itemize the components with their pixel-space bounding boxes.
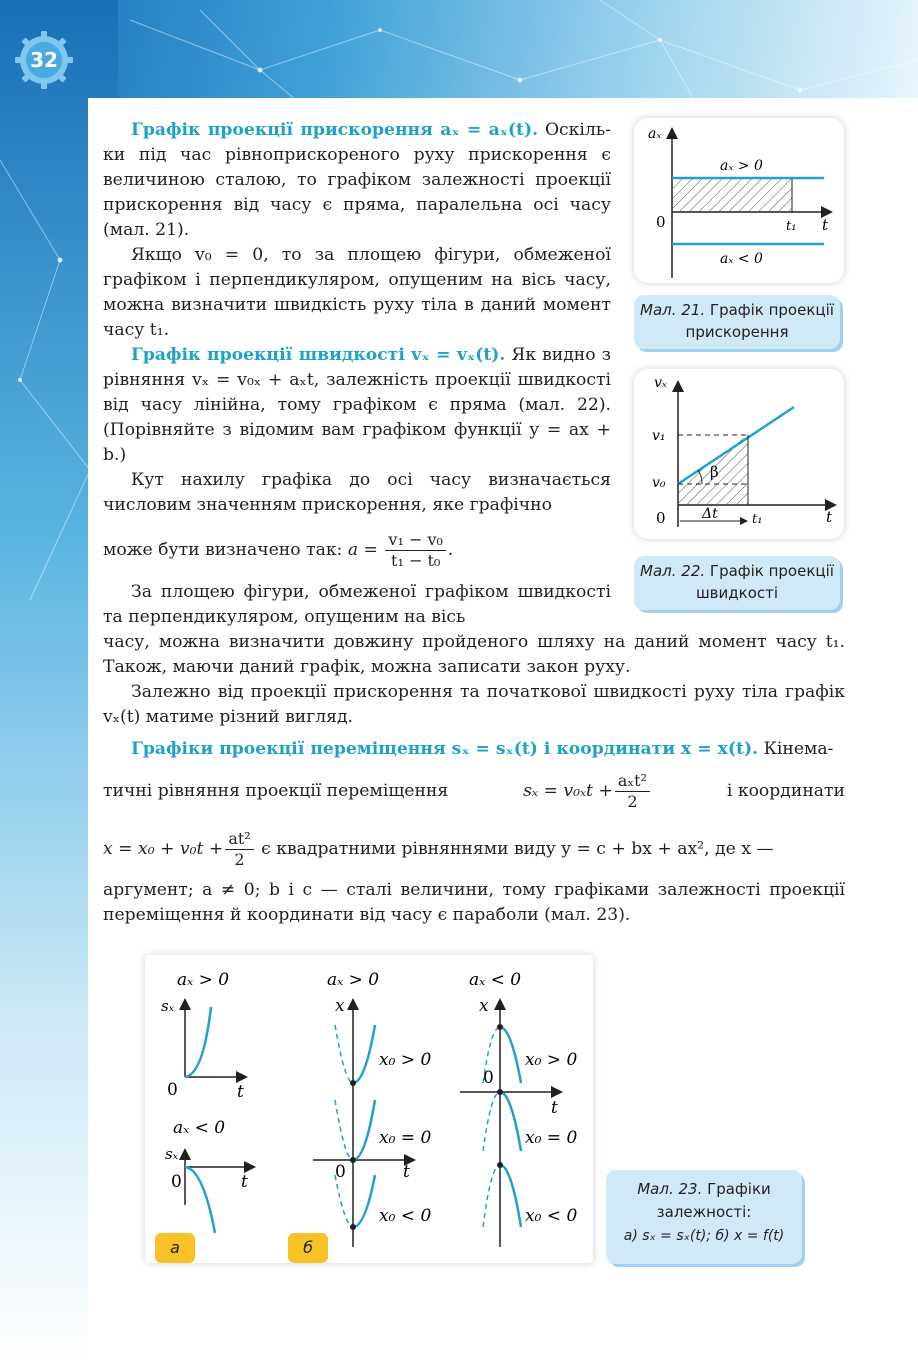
v0-label: v₀	[652, 475, 666, 491]
paragraph-velocity-graph	[103, 343, 611, 468]
fraction-numerator: at²	[225, 829, 253, 850]
label-ax-positive-b: aₓ > 0	[327, 970, 380, 990]
label-t-b1: t	[403, 1162, 410, 1182]
heading-displacement-graphs: Графіки проекції переміщення sₓ = sₓ(t) і координати x = x(t).	[131, 739, 759, 759]
label-ax-negative-b: aₓ < 0	[469, 970, 522, 990]
vertex-b1-mid	[350, 1157, 356, 1163]
positive-label: aₓ > 0	[720, 158, 763, 174]
formula-end: .	[447, 540, 454, 560]
label-origin-a-bottom: 0	[171, 1172, 182, 1192]
paragraph-parabolas: аргумент; a ≠ 0; b і c — сталі величини, тому графіками залежності проекції переміщення й координати від часу є параболи (мал. 23).	[103, 880, 845, 925]
label-t-a-top: t	[237, 1082, 244, 1102]
formula-fraction	[225, 829, 253, 870]
curve-b2-bottom	[500, 1165, 521, 1227]
origin-label: 0	[656, 509, 666, 527]
paragraph-text: Оскільки під час рівноприскореного руху прискорення є величиною сталою, то графіком залежності проекції прискорення від часу є пряма, паралельна осі часу (мал. 21).	[103, 120, 611, 240]
hatched-area	[672, 178, 792, 212]
formula-fraction	[385, 530, 445, 571]
delta-t-label: Δt	[702, 506, 718, 522]
caption-text: Графіки залежності:	[656, 1180, 771, 1221]
heading-acceleration-graph: Графік проекції прискорення aₓ = aₓ(t).	[131, 120, 539, 140]
vertex-b1-top	[350, 1080, 356, 1086]
caption-label: Мал. 21.	[640, 301, 706, 319]
figure-22-caption	[634, 556, 840, 610]
curve-sx-positive	[185, 1007, 211, 1077]
caption-text: Графік проекції швидкості	[695, 562, 834, 602]
paragraph-velocity-shape: Залежно від проекції прискорення та початкової швидкості руху тіла графік vₓ(t) матиме різний вигляд.	[103, 682, 845, 727]
vertex-b1-bottom	[350, 1224, 356, 1230]
curve-b1-top	[353, 1025, 375, 1083]
fraction-denominator: 2	[234, 850, 245, 869]
curve-b1-top-dashed	[335, 1025, 353, 1083]
formula-displacement	[523, 762, 652, 820]
t1-label: t₁	[786, 219, 797, 234]
caption-label: Мал. 22.	[640, 562, 706, 580]
paragraph-text: Кінема-	[758, 739, 834, 759]
figure-23-graphs	[145, 955, 593, 1263]
curve-b2-mid-dashed	[483, 1092, 500, 1151]
paragraph-text: є квадратними рівняннями виду y = c + bx + ax², де x —	[261, 839, 774, 859]
y-axis-label: aₓ	[648, 126, 662, 142]
formula-line-acceleration	[103, 520, 611, 580]
vertex-b2-top	[497, 1024, 503, 1030]
curve-b2-top	[500, 1027, 521, 1083]
curve-b1-mid-dashed	[335, 1100, 353, 1160]
vertex-b2-mid	[497, 1089, 503, 1095]
fraction-numerator: aₓt²	[615, 771, 650, 792]
paragraph-acceleration-graph	[103, 118, 611, 243]
t1-label: t₁	[752, 512, 763, 527]
paragraph-slope: Кут нахилу графіка до осі часу визначається числовим значенням прискорення, яке графічно	[103, 470, 611, 515]
formula-lhs: a =	[347, 540, 378, 560]
paragraph-text: може бути визначено так:	[103, 540, 343, 560]
paragraph-text: Як видно з рівняння vₓ = v₀ₓ + aₓt, залежність проекції швидкості від часу лінійна, тому графіком є пряма (мал. 22). (Порівняйте з відомим вам графіком функції y = ax + b.)	[103, 345, 611, 465]
fraction-denominator: 2	[627, 792, 638, 811]
curve-b2-mid	[500, 1092, 521, 1151]
label-origin-b2: 0	[483, 1068, 494, 1088]
formula-line-coordinate	[103, 820, 845, 878]
tag-b: б	[288, 1233, 328, 1263]
curve-sx-negative	[185, 1167, 215, 1233]
label-t-a-bottom: t	[241, 1172, 248, 1192]
paragraph-area-path-a: За площею фігури, обмеженої графіком швидкості та перпендикуляром, опущеним на вісь	[103, 582, 611, 627]
formula-lhs: sₓ = v₀ₓt +	[523, 781, 613, 801]
curve-b1-mid	[353, 1100, 375, 1160]
label-x0-positive-b1: x₀ > 0	[379, 1050, 432, 1070]
v1-label: v₁	[652, 428, 666, 444]
heading-velocity-graph: Графік проекції швидкості vₓ = vₓ(t).	[131, 345, 506, 365]
label-origin-b1: 0	[335, 1162, 346, 1182]
label-x0-negative-b1: x₀ < 0	[379, 1206, 432, 1226]
curve-b2-bottom-dashed	[483, 1165, 500, 1227]
fraction-denominator: t₁ − t₀	[391, 551, 441, 570]
figure-22-graph	[634, 369, 844, 539]
fraction-numerator: v₁ − v₀	[385, 530, 445, 551]
caption-subtext: а) sₓ = sₓ(t); б) x = f(t)	[623, 1228, 785, 1244]
paragraph-area-path-b: часу, можна визначити довжину пройденого шляху на даний момент часу t₁. Також, маючи даний графік, можна записати закон руху.	[103, 632, 845, 677]
label-x0-zero-b1: x₀ = 0	[379, 1128, 432, 1148]
paragraph-text: і координати	[726, 781, 845, 801]
figure-21-graph	[634, 118, 844, 283]
label-origin-a-top: 0	[167, 1080, 178, 1100]
label-x0-negative-b2: x₀ < 0	[525, 1206, 578, 1226]
paragraph-text: тичні рівняння проекції переміщення	[103, 781, 449, 801]
figure-23-caption	[606, 1170, 802, 1264]
label-sx-top: sₓ	[161, 997, 175, 1015]
formula-lhs: x = x₀ + v₀t +	[103, 839, 224, 859]
paragraph-area-velocity: Якщо v₀ = 0, то за площею фігури, обмеженої графіком і перпендикуляром, опущеним на вісь часу, можна визначити швидкість руху тіла в даний момент часу t₁.	[103, 245, 611, 340]
paragraph-displacement-heading	[103, 737, 845, 762]
negative-label: aₓ < 0	[720, 251, 763, 267]
caption-label: Мал. 23.	[637, 1180, 703, 1198]
label-x-b2: x	[479, 996, 489, 1016]
x-axis-label: t	[826, 508, 833, 526]
label-sx-bottom: sₓ	[165, 1145, 179, 1163]
caption-text: Графік проекції прискорення	[685, 301, 834, 341]
curve-b1-bottom	[353, 1175, 375, 1227]
curve-b1-bottom-dashed	[335, 1175, 353, 1227]
y-axis-label: vₓ	[654, 375, 667, 391]
figure-21-caption	[634, 295, 840, 349]
origin-label: 0	[656, 213, 666, 231]
label-ax-positive-a: aₓ > 0	[177, 970, 230, 990]
vertex-b2-bottom	[497, 1162, 503, 1168]
page-number: 32	[30, 48, 58, 72]
label-ax-negative-a: aₓ < 0	[173, 1118, 226, 1138]
beta-label: β	[710, 463, 719, 481]
label-x-b1: x	[335, 996, 345, 1016]
label-x0-positive-b2: x₀ > 0	[525, 1050, 578, 1070]
formula-fraction	[615, 771, 650, 812]
x-axis-label: t	[822, 216, 829, 234]
tag-a: а	[155, 1233, 195, 1263]
label-t-b2: t	[551, 1098, 558, 1118]
label-x0-zero-b2: x₀ = 0	[525, 1128, 578, 1148]
formula-line-displacement	[103, 762, 845, 820]
